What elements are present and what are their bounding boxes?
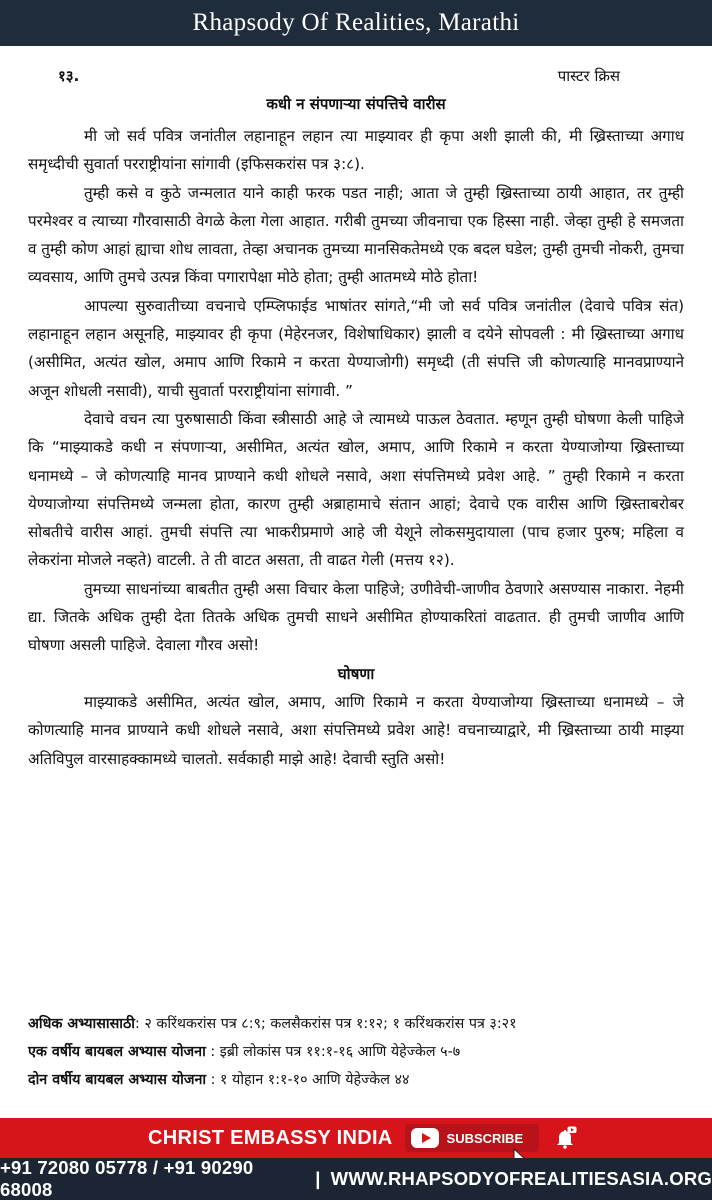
two-year-plan-refs: : १ योहान १:१-१० आणि येहेज्केल ४४ [206,1072,410,1088]
two-year-plan-line [28,1066,712,1094]
one-year-plan-label: एक वर्षीय बायबल अभ्यास योजना [28,1044,206,1060]
paragraph: तुम्ही कसे व कुठे जन्मलात याने काही फरक पडत नाही; आता जे तुम्ही ख्रिस्ताच्या ठायी आहात, तर तुम्ही परमेश्वर व त्याच्या गौरवासाठी वेगळे केला गेला आहात. गरीबी तुमच्या जीवनाचा एक हिस्सा नाही. जेव्हा तुम्ही हे समजता व तुम्ही कोण आहां ह्याचा शोध लावता, तेव्हा अचानक तुमच्या मानसिकतेमध्ये एक बदल घडेल; तुम्ही तुमची नोकरी, तुमचा व्यवसाय, आणि तुमचे उत्पन्न किंवा पगारापेक्षा मोठे होता; तुम्ही आतमध्ये मोठे होता! [28,183,684,287]
page-date: १३. [58,67,80,85]
further-study-refs: : २ करिंथकरांस पत्र ८:९; कलसैकरांस पत्र १:१२; १ करिंथकरांस पत्र ३:२१ [135,1016,517,1032]
footer-banner [0,1118,712,1158]
article-body [28,122,684,773]
footer-website-link[interactable]: WWW.RHAPSODYOFREALITIESASIA.ORG [330,1168,712,1189]
declaration-text: माझ्याकडे असीमित, अत्यंत खोल, अमाप, आणि रिकामे न करता येण्याजोग्या ख्रिस्ताच्या धनामध्ये – जे कोणत्याहि मानव प्राण्याने कधी शोधले नसावे, अशा संपत्तिमध्ये प्रवेश आहे! वचनाच्याद्वारे, मी ख्रिस्ताच्या ठायी माझ्या अतिविपुल वारसाहक्कामध्ये चालतो. सर्वकाही माझे आहे! देवाची स्तुति असो! [28,692,684,768]
two-year-plan-label: दोन वर्षीय बायबल अभ्यास योजना [28,1072,207,1088]
footer-phones: +91 72080 05778 / +91 90290 68008 [0,1157,254,1200]
article-title: कधी न संपणाऱ्या संपत्तिचे वारीस [266,95,446,113]
youtube-icon [411,1128,439,1148]
footer-separator: | [315,1168,321,1189]
header-title: Rhapsody Of Realities, Marathi [192,9,520,36]
declaration-heading: घोषणा [337,664,375,683]
page-header [0,0,712,46]
paragraph: तुमच्या साधनांच्या बाबतीत तुम्ही असा विचार केला पाहिजे; उणीवेची-जाणीव ठेवणारे असण्यास नाकारा. नेहमी द्या. जितके अधिक तुम्ही देता तितके अधिक तुमची साधने असीमित होण्याकरितां वाढतात. ही तुमची जाणीव आणि घोषणा असली पाहिजे. देवाला गौरव असो! [28,579,684,655]
paragraph: आपल्या सुरुवातीच्या वचनाचे एम्प्लिफाईड भाषांतर सांगते,“मी जो सर्व पवित्र जनांतील (देवाचे पवित्र संत) लहानाहून लहान असूनहि, माझ्यावर ही कृपा (मेहेरनजर, विशेषाधिकार) झाली व दयेने सोपवली : मी ख्रिस्ताच्या अगाध (असीमित, अत्यंत खोल, अमाप आणि रिकामे न करता येण्याजोगी) समृध्दी (ती संपत्ति जी कोणत्याहि मानवप्राण्याने अजून शोधली नसावी), याची सुवार्ता परराष्ट्रीयांना सांगावी. ” [28,296,684,400]
one-year-plan-refs: : इब्री लोकांस पत्र ११:१-१६ आणि येहेज्केल ५-७ [205,1044,461,1060]
paragraph: मी जो सर्व पवित्र जनांतील लहानाहून लहान त्या माझ्यावर ही कृपा अशी झाली की, मी ख्रिस्ताच्या अगाध समृध्दीची सुवार्ता परराष्ट्रीयांना सांगावी (इफिसकरांस पत्र ३:८). [28,127,684,174]
subscribe-label: SUBSCRIBE [446,1130,524,1146]
footer-contact-bar [0,1158,712,1200]
page-author: पास्टर क्रिस [557,67,620,85]
further-study-label: अधिक अभ्यासासाठी [28,1016,135,1032]
further-study-line [28,1010,712,1038]
subscribe-button[interactable] [405,1124,539,1152]
study-section [28,1010,712,1094]
one-year-plan-line [28,1038,712,1066]
notification-bell-icon[interactable] [553,1126,577,1150]
paragraph: देवाचे वचन त्या पुरुषासाठी किंवा स्त्रीसाठी आहे जे त्यामध्ये पाऊल ठेवतात. म्हणून तुम्ही घोषणा केली पाहिजे कि “माझ्याकडे कधी न संपणाऱ्या, असीमित, अत्यंत खोल, अमाप, आणि रिकामे न करता येण्याजोग्या ख्रिस्ताच्या धनामध्ये – जे कोणत्याहि मानव प्राण्याने कधी शोधले नसावे, अशा संपत्तिमध्ये प्रवेश आहे. ” तुम्ही रिकामे न करता येण्याजोग्या संपत्तिमध्ये जन्मला होता, कारण तुम्ही अब्राहामाचे संतान आहां; देवाचे एक वारीस आणि ख्रिस्ताबरोबर सोबतीचे वारीस आहां. तुमची संपत्ति त्या भाकरीप्रमाणे आहे जी येशूने लोकसमुदायाला (पाच हजार पुरुष; महिला व लेकरांना मोजले नव्हते) वाटली. ते ती वाटत असता, ती वाढत गेली (मत्तय १२). [28,409,684,570]
page-meta [58,66,620,86]
footer-org-name: CHRIST EMBASSY INDIA [148,1126,393,1149]
